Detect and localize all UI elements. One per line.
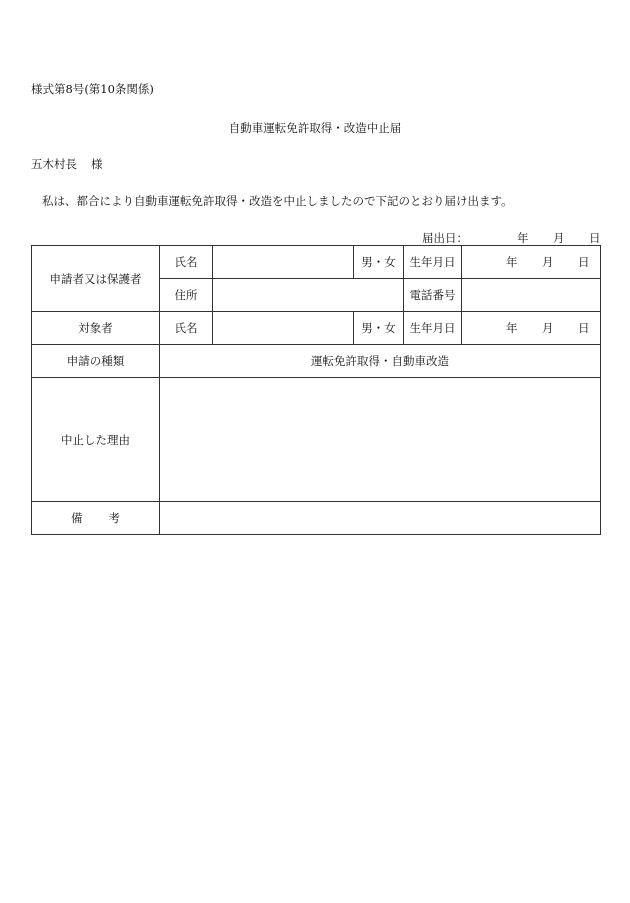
addressee-honorific: 様 — [91, 157, 103, 171]
subject-birth-day: 日 — [578, 321, 590, 335]
form-title: 自動車運転免許取得・改造中止届 — [228, 121, 402, 135]
subject-birth-month: 月 — [542, 321, 554, 335]
subject-birthdate-field[interactable] — [462, 312, 601, 345]
applicant-gender[interactable]: 男・女 — [354, 246, 404, 279]
application-type-label: 申請の種類 — [32, 345, 160, 378]
applicant-address-field[interactable] — [213, 279, 404, 312]
reason-label: 中止した理由 — [32, 378, 160, 502]
form-number: 様式第8号(第10条関係) — [31, 82, 154, 96]
remarks-char-1: 備 — [71, 511, 83, 525]
subject-label: 対象者 — [32, 312, 160, 345]
applicant-birth-month: 月 — [542, 255, 554, 269]
applicant-birth-day: 日 — [578, 255, 590, 269]
applicant-phone-label: 電話番号 — [404, 279, 462, 312]
subject-birthdate-label: 生年月日 — [404, 312, 462, 345]
subject-name-label: 氏名 — [160, 312, 213, 345]
applicant-birthdate-field[interactable] — [462, 246, 601, 279]
application-type-value: 運転免許取得・自動車改造 — [160, 345, 601, 378]
reason-field[interactable] — [160, 378, 601, 502]
applicant-address-label: 住所 — [160, 279, 213, 312]
submission-date-year: 年 — [517, 231, 529, 245]
remarks-label — [32, 502, 160, 535]
applicant-birth-year: 年 — [506, 255, 518, 269]
applicant-name-field[interactable] — [213, 246, 354, 279]
subject-name-field[interactable] — [213, 312, 354, 345]
form-table — [31, 245, 601, 535]
applicant-name-label: 氏名 — [160, 246, 213, 279]
applicant-label: 申請者又は保護者 — [32, 246, 160, 312]
addressee-name: 五木村長 — [31, 157, 77, 171]
applicant-birthdate-label: 生年月日 — [404, 246, 462, 279]
addressee — [31, 156, 103, 172]
submission-date — [422, 230, 601, 246]
submission-date-day: 日 — [589, 231, 601, 245]
remarks-field[interactable] — [160, 502, 601, 535]
submission-date-label: 届出日： — [422, 231, 468, 245]
body-text: 私は、都合により自動車運転免許取得・改造を中止しましたので下記のとおり届け出ます。 — [42, 194, 513, 208]
applicant-phone-field[interactable] — [462, 279, 601, 312]
subject-birth-year: 年 — [506, 321, 518, 335]
subject-gender[interactable]: 男・女 — [354, 312, 404, 345]
remarks-char-2: 考 — [108, 511, 120, 525]
submission-date-month: 月 — [553, 231, 565, 245]
